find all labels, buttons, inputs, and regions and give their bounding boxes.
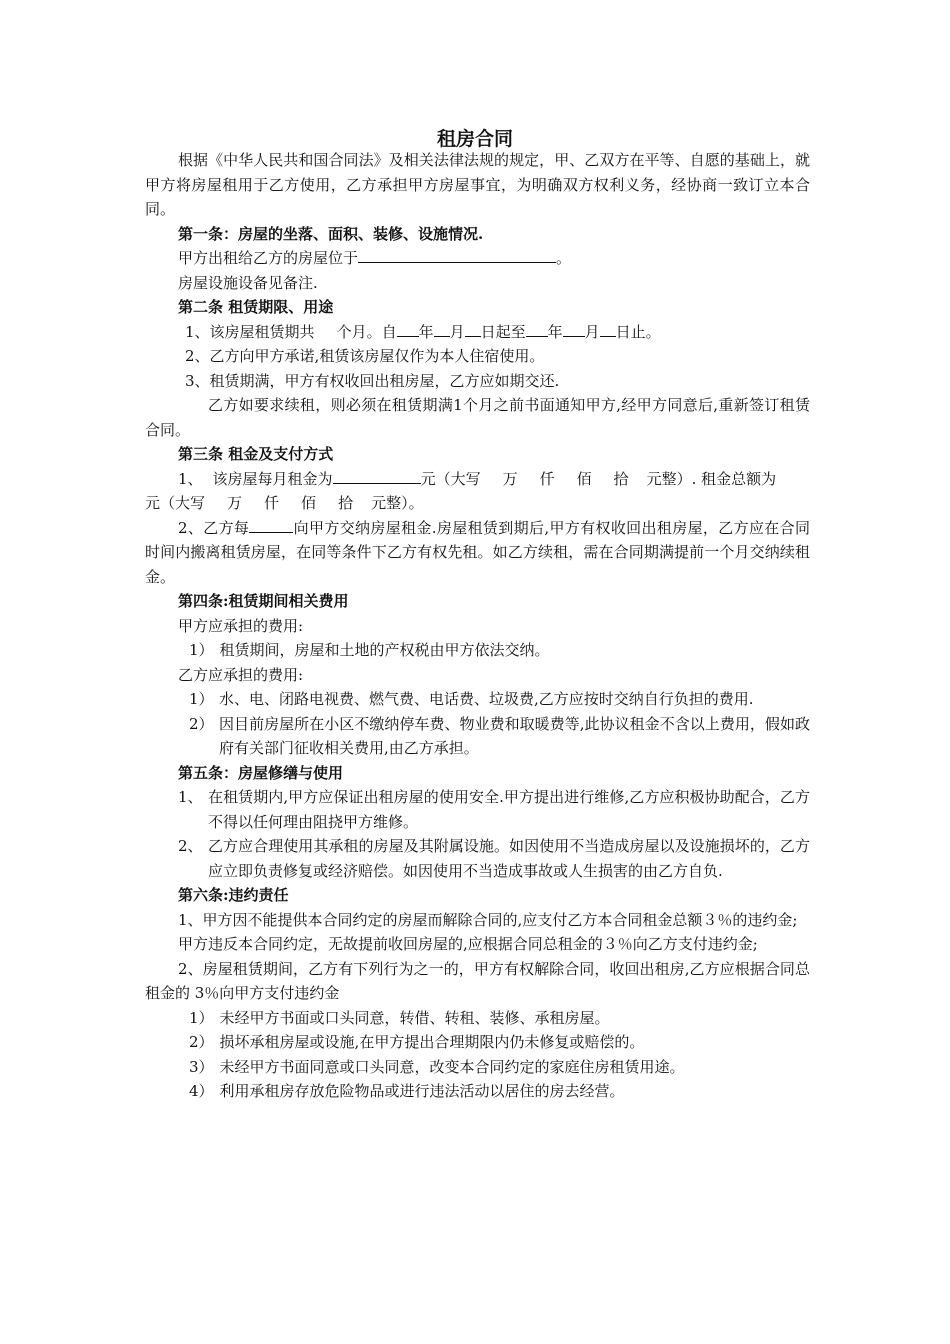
monthly-rent-blank bbox=[333, 467, 421, 484]
rent-text: 元（大写 bbox=[145, 494, 206, 512]
unit-shi: 拾 bbox=[338, 494, 354, 512]
unit-wan: 万 bbox=[502, 469, 518, 488]
day-blank bbox=[465, 320, 481, 337]
article-2-item-3 bbox=[145, 369, 810, 394]
article-4-heading: 第四条:租赁期间相关费用 bbox=[178, 592, 349, 610]
article-2-renewal: 乙方如要求续租，则必须在租赁期满1个月之前书面通知甲方,经甲方同意后,重新签订租赁合同。 bbox=[145, 396, 810, 439]
item-number: 2） bbox=[189, 1033, 214, 1051]
item-number: 1） bbox=[189, 690, 214, 708]
landlord-fees-title: 甲方应承担的费用: bbox=[178, 616, 304, 635]
unit-qian: 仟 bbox=[539, 469, 555, 488]
item-text: 租赁期间，房屋和土地的产权税由甲方依法交纳。 bbox=[219, 641, 550, 659]
item-text: 未经甲方书面或口头同意，转借、转租、装修、承租房屋。 bbox=[219, 1008, 610, 1027]
item-number: 3） bbox=[189, 1057, 214, 1076]
item-text: 水、电、闭路电视费、燃气费、电话费、垃圾费,乙方应按时交纳自行负担的费用. bbox=[219, 690, 754, 708]
article-3-heading: 第三条 租金及支付方式 bbox=[178, 445, 334, 463]
intro-paragraph: 根据《中华人民共和国合同法》及相关法律法规的规定，甲、乙双方在平等、自愿的基础上，就甲方将房屋租用于乙方使用，乙方承担甲方房屋事宜，为明确双方权利义务，经协商一致订立本合同。 bbox=[145, 151, 810, 218]
unit-bai: 佰 bbox=[301, 494, 317, 512]
article-5-item-2 bbox=[145, 834, 810, 883]
item-number: 3、 bbox=[185, 371, 210, 390]
article-2-item-2 bbox=[145, 344, 810, 369]
term-text: 日起至 bbox=[480, 322, 526, 341]
tenant-fee-item-2 bbox=[145, 712, 810, 761]
breach-item-3 bbox=[145, 1055, 810, 1080]
item-text: 损坏承租房屋或设施,在甲方提出合理期限内仍未修复或赔偿的。 bbox=[219, 1033, 645, 1051]
term-text: 月 bbox=[449, 322, 465, 341]
item-number: 2、 bbox=[185, 347, 210, 365]
location-label: 甲方出租给乙方的房屋位于 bbox=[178, 249, 359, 267]
item-text: 在租赁期内,甲方应保证出租房屋的使用安全.甲方提出进行维修,乙方应积极协助配合，乙方不得以任何理由阻挠甲方维修。 bbox=[208, 788, 810, 831]
article-1-location bbox=[145, 246, 810, 271]
term-text: 年 bbox=[418, 322, 434, 341]
payment-text: 向甲方交纳房屋租金.房屋租赁到期后,甲方有权收回出租房屋，乙方应在合同时间内搬离租赁房屋，在同等条件下乙方有权先租。如乙方续租，需在合同期满提前一个月交纳续租金。 bbox=[145, 518, 811, 586]
item-text: 乙方应合理使用其承租的房屋及其附属设施。如因使用不当造成房屋以及设施损坏的，乙方应立即负责修复或经济赔偿。如因使用不当造成事故或人生损害的由乙方自负. bbox=[208, 837, 810, 880]
item-text: 利用承租房存放危险物品或进行违法活动以居住的房去经营。 bbox=[219, 1082, 625, 1100]
article-6-paragraph-1: 1、甲方因不能提供本合同约定的房屋而解除合同的,应支付乙方本合同租金总额３％的违约金; bbox=[178, 910, 798, 929]
year-blank bbox=[526, 320, 548, 337]
rent-text: 元整）。 bbox=[371, 494, 424, 512]
month-blank bbox=[434, 320, 450, 337]
item-number: 4） bbox=[189, 1082, 214, 1100]
location-blank bbox=[358, 246, 556, 263]
item-text: 乙方向甲方承诺,租赁该房屋仅作为本人住宿使用。 bbox=[209, 347, 545, 365]
unit-shi: 拾 bbox=[613, 469, 629, 488]
article-6-paragraph-2: 甲方违反本合同约定，无故提前收回房屋的,应根据合同总租金的３％向乙方支付违约金; bbox=[178, 935, 758, 953]
breach-item-4 bbox=[145, 1079, 810, 1104]
rent-text: 该房屋每月租金为 bbox=[212, 469, 333, 488]
item-number: 1） bbox=[189, 641, 214, 659]
location-end: 。 bbox=[556, 249, 572, 267]
article-1-heading: 第一条：房屋的坐落、面积、装修、设施情况. bbox=[178, 224, 484, 243]
tenant-fee-item-1 bbox=[145, 687, 810, 712]
breach-item-2 bbox=[145, 1030, 810, 1055]
article-6-heading: 第六条:违约责任 bbox=[178, 886, 289, 904]
article-6-paragraph-3: 2、房屋租赁期间，乙方有下列行为之一的，甲方有权解除合同，收回出租房,乙方应根据合同总租金的 3％向甲方支付违约金 bbox=[145, 959, 810, 1002]
item-text: 租赁期满，甲方有权收回出租房屋，乙方应如期交还. bbox=[209, 371, 560, 390]
article-3-item-2 bbox=[145, 516, 810, 590]
item-number: 2） bbox=[189, 714, 214, 733]
document-title: 租房合同 bbox=[436, 128, 513, 150]
total-rent-line bbox=[145, 491, 424, 516]
payment-period-blank bbox=[249, 516, 293, 533]
term-text: 个月。自 bbox=[336, 322, 397, 341]
rent-text: 元（大写 bbox=[420, 469, 481, 488]
tenant-fees-title: 乙方应承担的费用: bbox=[178, 665, 304, 684]
unit-bai: 佰 bbox=[576, 469, 592, 488]
term-text: 该房屋租赁期共 bbox=[209, 322, 315, 341]
item-text: 因目前房屋所在小区不缴纳停车费、物业费和取暖费等,此协议租金不含以上费用，假如政府有关部门征收相关费用,由乙方承担。 bbox=[219, 714, 810, 757]
item-number: 1、 bbox=[185, 322, 210, 341]
unit-qian: 仟 bbox=[264, 494, 280, 512]
article-5-heading: 第五条：房屋修缮与使用 bbox=[178, 763, 344, 782]
unit-wan: 万 bbox=[227, 494, 243, 512]
item-number: 1） bbox=[189, 1008, 214, 1027]
article-3-item-1 bbox=[145, 467, 810, 516]
term-text: 日止。 bbox=[615, 322, 661, 341]
rent-text: 元整）. 租金总额为 bbox=[646, 469, 777, 488]
item-text: 未经甲方书面同意或口头同意，改变本合同约定的家庭住房租赁用途。 bbox=[219, 1057, 685, 1076]
item-number: 1、 bbox=[178, 469, 203, 488]
item-number: 1、 bbox=[178, 788, 203, 806]
month-blank bbox=[563, 320, 585, 337]
article-2-heading: 第二条 租赁期限、用途 bbox=[178, 298, 334, 316]
landlord-fee-item-1 bbox=[145, 638, 810, 663]
payment-text: 2、乙方每 bbox=[178, 518, 250, 537]
document-body bbox=[145, 148, 810, 1104]
article-1-facilities: 房屋设施设备见备注. bbox=[178, 273, 318, 292]
item-number: 2、 bbox=[178, 837, 203, 855]
breach-item-1 bbox=[145, 1006, 810, 1031]
term-text: 月 bbox=[584, 322, 600, 341]
article-5-item-1 bbox=[145, 785, 810, 834]
article-2-item-1 bbox=[145, 320, 810, 345]
day-blank bbox=[600, 320, 616, 337]
term-text: 年 bbox=[547, 322, 563, 341]
year-blank bbox=[397, 320, 419, 337]
